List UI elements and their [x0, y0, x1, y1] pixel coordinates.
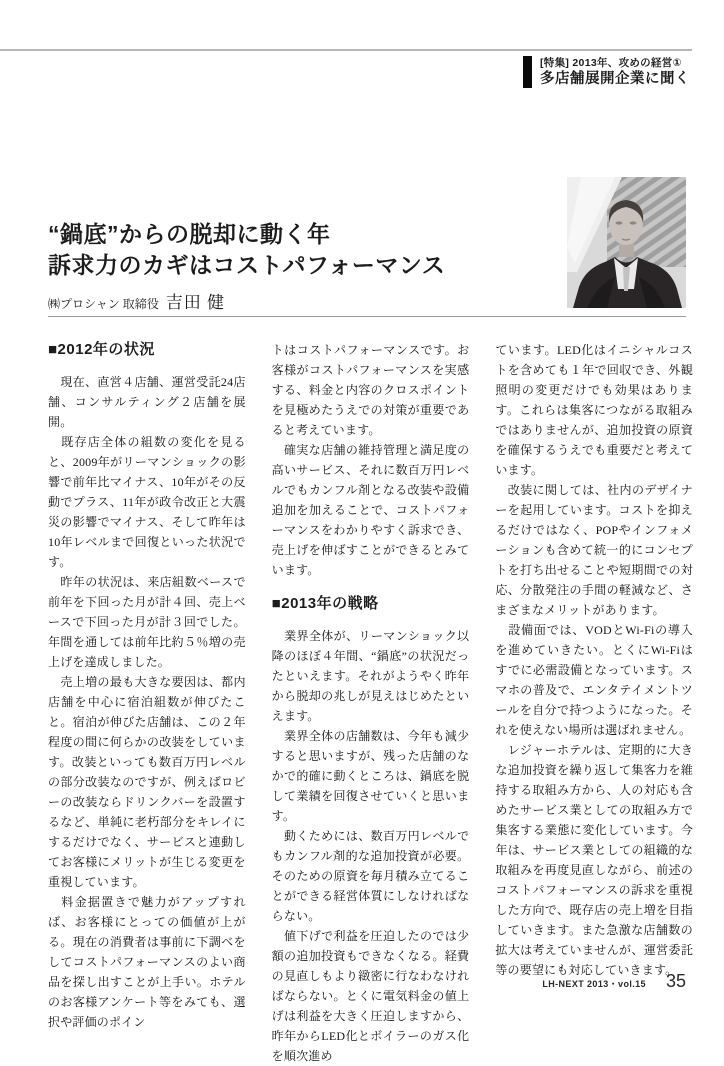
paragraph: 現在、直営４店舗、運営受託24店舗、コンサルティング２店舗を展開。	[48, 375, 246, 429]
feature-title: 多店舗展開企業に聞く	[540, 71, 690, 87]
paragraph: 昨年の状況は、来店組数ベースで前年を下回った月が計４回、売上ベースで下回った月が計３回でした。年間を通しては前年比約５％増の売上げを達成しました。	[48, 575, 246, 669]
byline	[48, 288, 548, 313]
paragraph: 業界全体の店舗数は、今年も減少すると思いますが、残った店舗のなかで的確に動くところは、鍋底を脱して業績を回復させていくと思います。	[271, 729, 470, 823]
column-2	[271, 340, 470, 1063]
paragraph: 売上増の最も大きな要因は、都内店舗を中心に宿泊組数が伸びたこと。宿泊が伸びた店舗は、この２年程度の間に何らかの改装をしています。改装といっても数百万円レベルの部分改装なのですが、例えばロビーの改装ならドリンクバーを設置するなど、単純に老朽部分をキレイにするだけでなく、サービスと連動してお客様にメリットが生じる変更を重視しています。	[48, 675, 246, 889]
paragraph: 料金据置きで魅力がアップすれば、お客様にとっての価値が上がる。現在の消費者は事前に下調べをしてコストパフォーマンスのよい商品を探し出すことが上手い。ホテルのお客様アンケート等をみても、選択や評価のポイン	[48, 895, 246, 1029]
article-title-line-2: 訴求力のカギはコストパフォーマンス	[48, 252, 446, 278]
byline-company: ㈱プロシャン 取締役	[48, 297, 159, 311]
column-1	[48, 340, 246, 1029]
paragraph: 設備面では、VODとWi-Fiの導入を進めていきたい。とくにWi-Fiはすでに必需設備となっています。スマホの普及で、エンタテイメントツールを自分で持つようになった。それを使えない場所は選ばれません。	[495, 623, 694, 737]
paragraph: 動くためには、数百万円レベルでもカンフル剤的な追加投資が必要。そのための原資を毎月積み立てることができる経営体質にしなければならない。	[271, 829, 470, 923]
feature-header	[523, 56, 690, 88]
header-rule	[48, 316, 686, 317]
top-rule	[0, 49, 692, 51]
section-heading-2012: ■2012年の状況	[48, 341, 155, 358]
column-3	[495, 340, 694, 977]
article-header	[48, 219, 548, 313]
section-heading-2013: ■2013年の戦略	[271, 595, 379, 612]
paragraph: 業界全体が、リーマンショック以降のほぼ４年間、“鍋底”の状況だったといえます。それがようやく昨年から脱却の兆しが見えはじめたといえます。	[271, 629, 470, 723]
page-number: 35	[665, 971, 686, 991]
journal-label: LH-NEXT 2013・vol.15	[542, 979, 646, 989]
paragraph: ています。LED化はイニシャルコストを含めても１年で回収でき、外観照明の変更だけでも効果はあります。これらは集客につながる取組みではありませんが、追加投資の原資を確保するうえでも重要だと考えています。	[495, 343, 694, 477]
paragraph: トはコストパフォーマンスです。お客様がコストパフォーマンスを実感する、料金と内容のクロスポイントを見極めたうえでの対策が重要であると考えています。	[271, 343, 470, 437]
portrait-photo-image	[567, 177, 686, 308]
paragraph: 確実な店舗の維持管理と満足度の高いサービス、それに数百万円レベルでもカンフル剤となる改装や設備追加を加えることで、コストパフォーマンスをわかりやすく訴求でき、売上げを伸ばすことができるとみています。	[271, 443, 470, 577]
portrait-photo	[567, 177, 686, 308]
byline-person-name: 吉田 健	[165, 293, 226, 312]
paragraph: レジャーホテルは、定期的に大きな追加投資を繰り返して集客力を維持する取組み方から、人の対応も含めたサービス業としての取組み方で集客する業態に変化しています。今年は、サービス業としての組織的な取組みを再度見直しながら、前述のコストパフォーマンスの訴求を重視した方向で、既存店の売上増を目指していきます。また急激な店舗数の拡大は考えていませんが、運営委託等の要望にも対応していきます。	[495, 743, 694, 977]
paragraph: 改装に関しては、社内のデザイナーを起用しています。コストを抑えるだけではなく、POPやインフォメーションも含めて統一的にコンセプトを打ち出せることや短期間での対応、分散発注の手間の軽減など、さまざまなメリットがあります。	[495, 483, 694, 617]
feature-label: [特集] 2013年、攻めの経営①	[540, 57, 682, 69]
article-title-line-1: “鍋底”からの脱却に動く年	[48, 221, 331, 247]
paragraph: 既存店全体の組数の変化を見ると、2009年がリーマンショックの影響で前年比マイナス、10年がその反動でプラス、11年が政令改正と大震災の影響でマイナス、そして昨年は10年レベルまで回復といった状況です。	[48, 435, 246, 569]
page-footer	[48, 971, 686, 992]
feature-bar-icon	[523, 56, 532, 88]
paragraph: 値下げで利益を圧迫したのでは少額の追加投資もできなくなる。経費の見直しもより緻密に行なわなければならない。とくに電気料金の値上げは利益を大きく圧迫しますから、昨年からLED化とボイラーのガス化を順次進め	[271, 929, 470, 1063]
